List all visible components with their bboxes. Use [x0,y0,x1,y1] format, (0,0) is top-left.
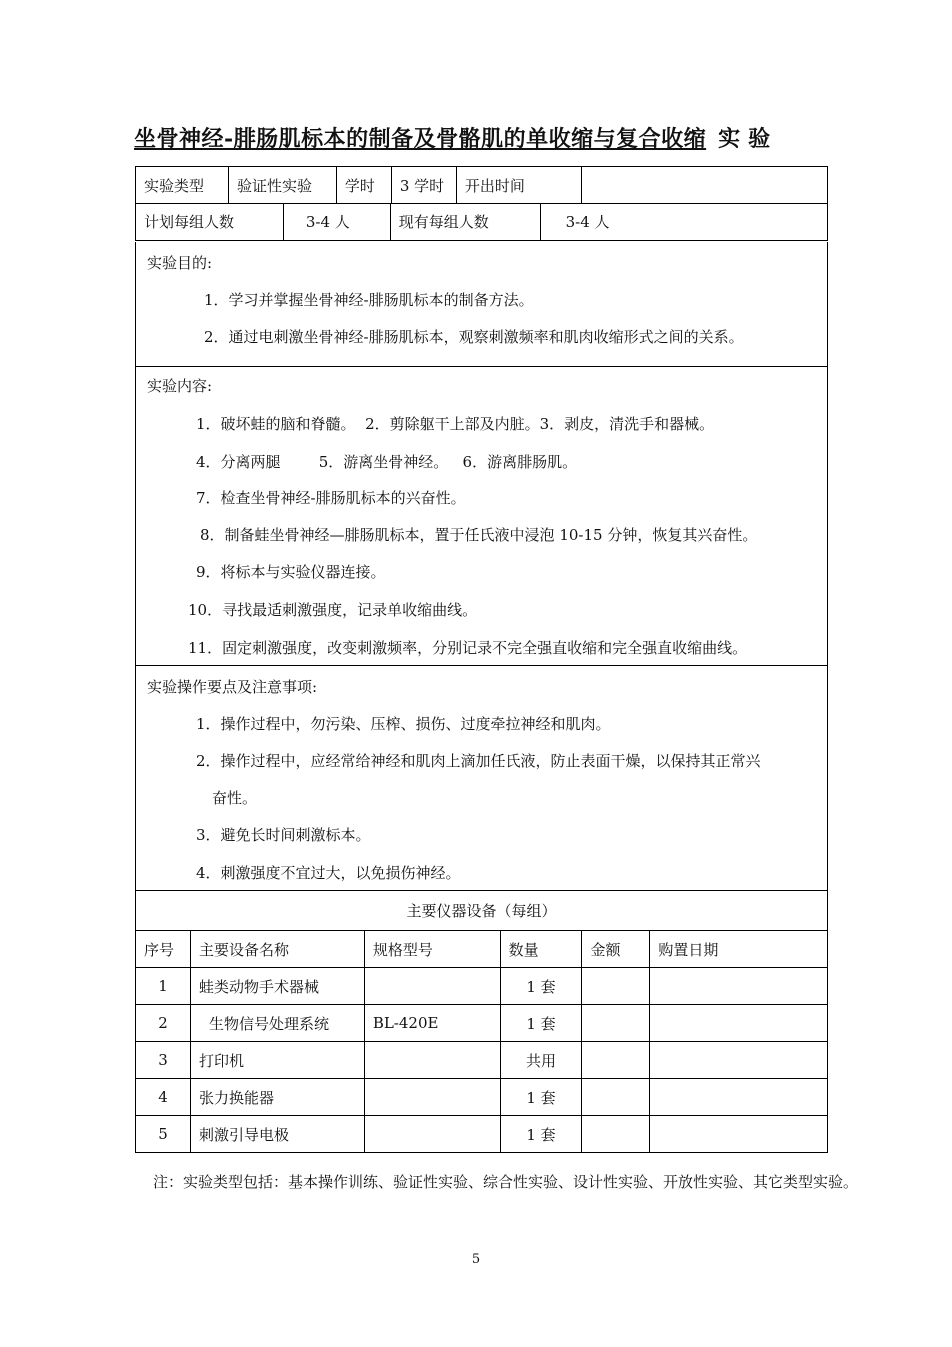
row-amount [582,1116,650,1153]
notes-heading: 实验操作要点及注意事项: [147,678,318,696]
hours-value: 3 学时 [391,167,456,204]
row-quantity: 1 套 [500,1005,582,1042]
header-model: 规格型号 [364,931,500,968]
row-name: 刺激引导电极 [190,1116,364,1153]
row-amount [582,1042,650,1079]
header-purchase-date: 购置日期 [650,931,828,968]
row-index: 5 [136,1116,191,1153]
equipment-table [135,890,828,1153]
notes-item: 4．刺激强度不宜过大，以免损伤神经。 [196,864,461,882]
experiment-info-table [135,166,828,204]
table-row [136,1005,828,1042]
row-purchase-date [650,1116,828,1153]
row-amount [582,1079,650,1116]
header-amount: 金额 [582,931,650,968]
content-item: 9．将标本与实验仪器连接。 [196,563,386,581]
notes-item: 1．操作过程中，勿污染、压榨、损伤、过度牵拉神经和肌肉。 [196,715,611,733]
content-item: 7．检查坐骨神经-腓肠肌标本的兴奋性。 [196,489,466,507]
row-purchase-date [650,1005,828,1042]
planned-value: 3-4 人 [283,203,390,241]
equipment-caption-row [136,890,828,931]
equipment-caption: 主要仪器设备（每组） [136,890,828,931]
row-name: 张力换能器 [190,1079,364,1116]
title-suffix: 实验 [718,126,779,152]
row-purchase-date [650,1079,828,1116]
header-name: 主要设备名称 [190,931,364,968]
purpose-heading: 实验目的: [147,254,213,272]
document-title [134,122,844,162]
row-purchase-date [650,968,828,1005]
content-item: 1．破坏蛙的脑和脊髓。 2．剪除躯干上部及内脏。3．剥皮，清洗手和器械。 [196,415,715,433]
purpose-section [135,242,828,367]
row-quantity: 共用 [500,1042,582,1079]
header-quantity: 数量 [500,931,582,968]
row-name: 生物信号处理系统 [190,1005,364,1042]
page-number: 5 [471,1252,481,1267]
start-value [581,167,827,204]
row-index: 1 [136,968,191,1005]
header-index: 序号 [136,931,191,968]
content-item: 4．分离两腿 5．游离坐骨神经。 6．游离腓肠肌。 [196,453,578,471]
row-index: 2 [136,1005,191,1042]
row-model: BL-420E [364,1005,500,1042]
notes-item: 2．操作过程中，应经常给神经和肌肉上滴加任氏液，防止表面干燥，以保持其正常兴 [196,752,761,770]
info-row-2 [136,203,828,241]
hours-label: 学时 [336,167,391,204]
planned-label: 计划每组人数 [136,203,284,241]
table-row [136,1116,828,1153]
row-index: 3 [136,1042,191,1079]
table-row [136,968,828,1005]
row-model [364,1116,500,1153]
row-quantity: 1 套 [500,1079,582,1116]
row-model [364,968,500,1005]
notes-item-continued: 奋性。 [212,789,258,807]
type-value: 验证性实验 [228,167,336,204]
content-item: 11．固定刺激强度，改变刺激频率，分别记录不完全强直收缩和完全强直收缩曲线。 [188,639,748,657]
group-size-table [135,203,828,241]
row-quantity: 1 套 [500,1116,582,1153]
content-section [135,367,828,666]
current-label: 现有每组人数 [390,203,540,241]
content-item: 8．制备蛙坐骨神经—腓肠肌标本，置于任氏液中浸泡 10-15 分钟，恢复其兴奋性。 [200,526,758,544]
notes-section [135,666,828,891]
table-row [136,1042,828,1079]
title-main: 坐骨神经-腓肠肌标本的制备及骨骼肌的单收缩与复合收缩 [134,126,707,152]
table-row [136,1079,828,1116]
start-label: 开出时间 [456,167,581,204]
content-heading: 实验内容: [147,377,213,395]
purpose-item: 2．通过电刺激坐骨神经-腓肠肌标本，观察刺激频率和肌肉收缩形式之间的关系。 [204,328,744,346]
current-value: 3-4 人 [540,203,827,241]
row-model [364,1079,500,1116]
footnote: 注：实验类型包括：基本操作训练、验证性实验、综合性实验、设计性实验、开放性实验、其它类型实验。 [153,1173,859,1191]
row-name: 打印机 [190,1042,364,1079]
content-item: 10．寻找最适刺激强度，记录单收缩曲线。 [188,601,478,619]
notes-item: 3．避免长时间刺激标本。 [196,826,371,844]
row-amount [582,968,650,1005]
type-label: 实验类型 [136,167,229,204]
row-index: 4 [136,1079,191,1116]
purpose-item: 1．学习并掌握坐骨神经-腓肠肌标本的制备方法。 [204,291,534,309]
row-quantity: 1 套 [500,968,582,1005]
row-name: 蛙类动物手术器械 [190,968,364,1005]
info-row-1 [136,167,828,204]
row-amount [582,1005,650,1042]
row-model [364,1042,500,1079]
row-purchase-date [650,1042,828,1079]
equipment-header-row [136,931,828,968]
